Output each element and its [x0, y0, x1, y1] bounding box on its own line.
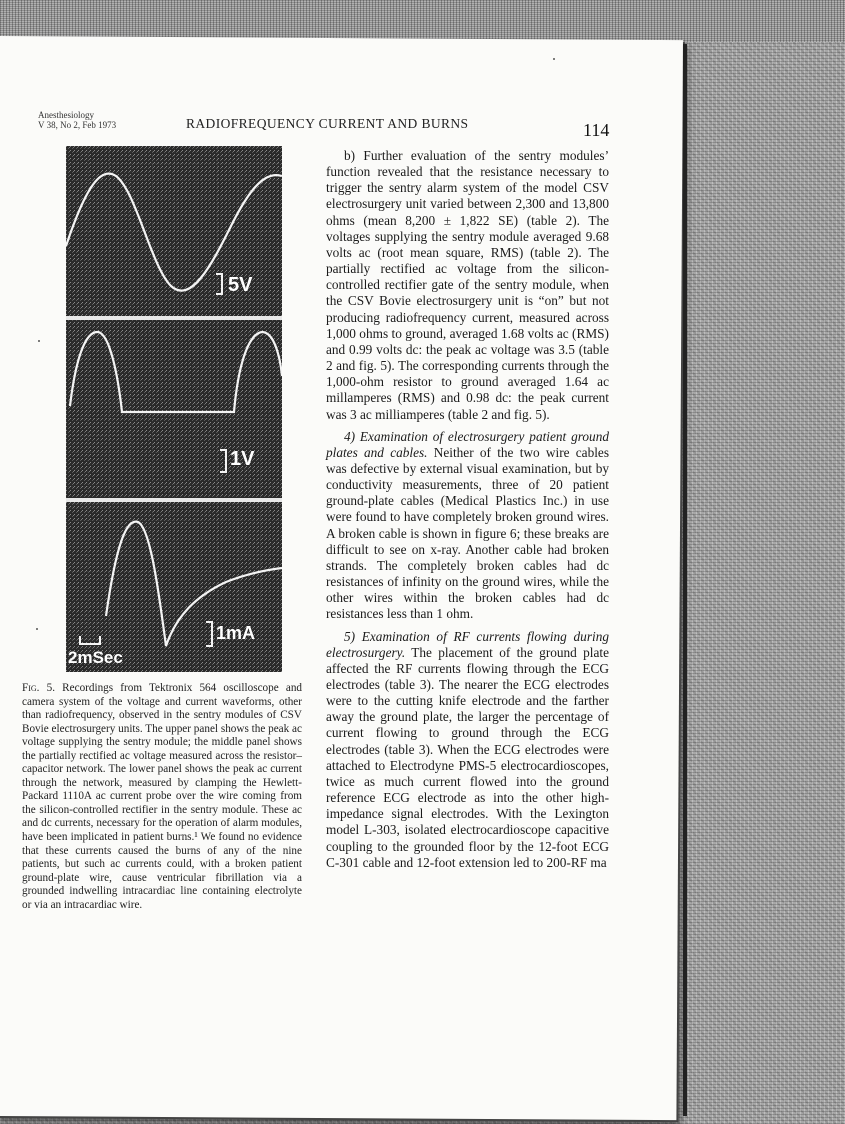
page-edge-shadow [683, 44, 687, 1116]
paragraph-ground-plates-text: Neither of the two wire cables was defective by external visual examination, but by conductivity measurements, three of 20 patient ground-plate cables (Medical Plastics Inc.) in use were found to have completely broken ground wires. A broken cable is shown in figure 6; these breaks are difficult to see on x-ray. Another cable had broken strands. The completely broken cables had dc resistances of infinity on the ground wires, while the other wires within the broken cables had dc resistances less than 1 ohm. [326, 444, 610, 622]
paragraph-sentry-module: b) Further evaluation of the sentry modules’ function revealed that the resistance necessary to trigger the sentry alarm system of the model CSV electrosurgery unit varied between 2,300 and 13,800 ohms (mean 8,200 ± 1,822 SE) (table 2). The voltages supplying the sentry module averaged 9.68 volts ac (root mean square, RMS) (table 2). The partially rectified ac voltage from the silicon-controlled rectifier gate of the sentry module, when the CSV Bovie electrosurgery unit is “on” but not producing radiofrequency current, measured across 1,000 ohms to ground, averaged 1.68 volts ac (RMS) and 0.99 volts dc: the peak ac voltage was 3.5 (table 2 and fig. 5). The corresponding currents through the 1,000-ohm resistor to ground averaged 1.64 ac millamperes (RMS) and 0.98 dc: the peak current was 3 ac milliamperes (table 2 and fig. 5). [326, 148, 609, 422]
speck [38, 340, 40, 342]
scale-label-1v: 1V [230, 448, 255, 470]
paragraph-rf-currents [326, 629, 609, 871]
figure-label: Fig. 5. [22, 682, 56, 694]
middle-panel [66, 320, 282, 498]
section-heading-4: 4) Examination of electrosurgery patient ground plates and cables. [326, 428, 609, 460]
scale-label-5v: 5V [228, 274, 253, 296]
journal-name: Anesthesiology [38, 110, 94, 120]
figure-caption-text: Recordings from Tektronix 564 oscilloscope and camera system of the voltage and current waveforms, other than radiofrequency, observed in the sentry modules of CSV Bovie electrosurgery units. The upper panel shows the peak ac voltage supplying the sentry module; the middle panel shows the partially rectified ac voltage measured across the resistor–capacitor network. The lower panel shows the peak ac current through the network, measured by clamping the Hewlett-Packard 1110A ac current probe over the wire coming from the silicon-controlled rectifier in the sentry module. These ac and dc currents, necessary for the operation of alarm modules, have been implicated in patient burns.¹ We found no evidence that these currents caused the burns of any of the nine patients, but such ac currents could, with a broken patient ground-plate wire, cause ventricular fibrillation via a grounded indwelling intracardiac line containing electrolyte or via an intracardiac wire. [22, 682, 303, 911]
journal-reference [38, 110, 116, 130]
scale-label-1ma: 1mA [216, 623, 256, 643]
paragraph-ground-plates [326, 429, 609, 623]
page-number: 114 [583, 120, 610, 140]
time-scale-label: 2mSec [68, 648, 123, 667]
paragraph-rf-currents-text: The placement of the ground plate affected the RF currents flowing through the ECG electrodes (table 3). The nearer the ECG electrodes were to the cutting knife electrode and the farther away the ground plate, the larger the percentage of current flowing to ground through the ECG electrodes (table 3). When the ECG electrodes were attached to Electrodyne PMS-5 electrocardioscopes, twice as much current flowed into the ground reference ECG electrode as into the other high-impedance signal electrodes. With the Lexington model L-303, isolated electrocardioscope capacitive coupling to the grounded floor by the 12-foot ECG C-301 cable and 12-foot extension led to 200-RF ma [326, 644, 609, 870]
oscilloscope-figure [66, 146, 282, 672]
figure-caption [22, 682, 302, 912]
speck [36, 628, 38, 630]
oscilloscope-traces [66, 146, 282, 672]
body-column [326, 148, 609, 871]
speck [553, 58, 555, 60]
scanner-top-band [0, 0, 845, 42]
running-title: RADIOFREQUENCY CURRENT AND BURNS [186, 116, 469, 131]
lower-panel [66, 502, 282, 672]
journal-issue: V 38, No 2, Feb 1973 [38, 120, 117, 130]
section-heading-5: 5) Examination of RF currents flowing during electrosurgery. [326, 628, 609, 660]
